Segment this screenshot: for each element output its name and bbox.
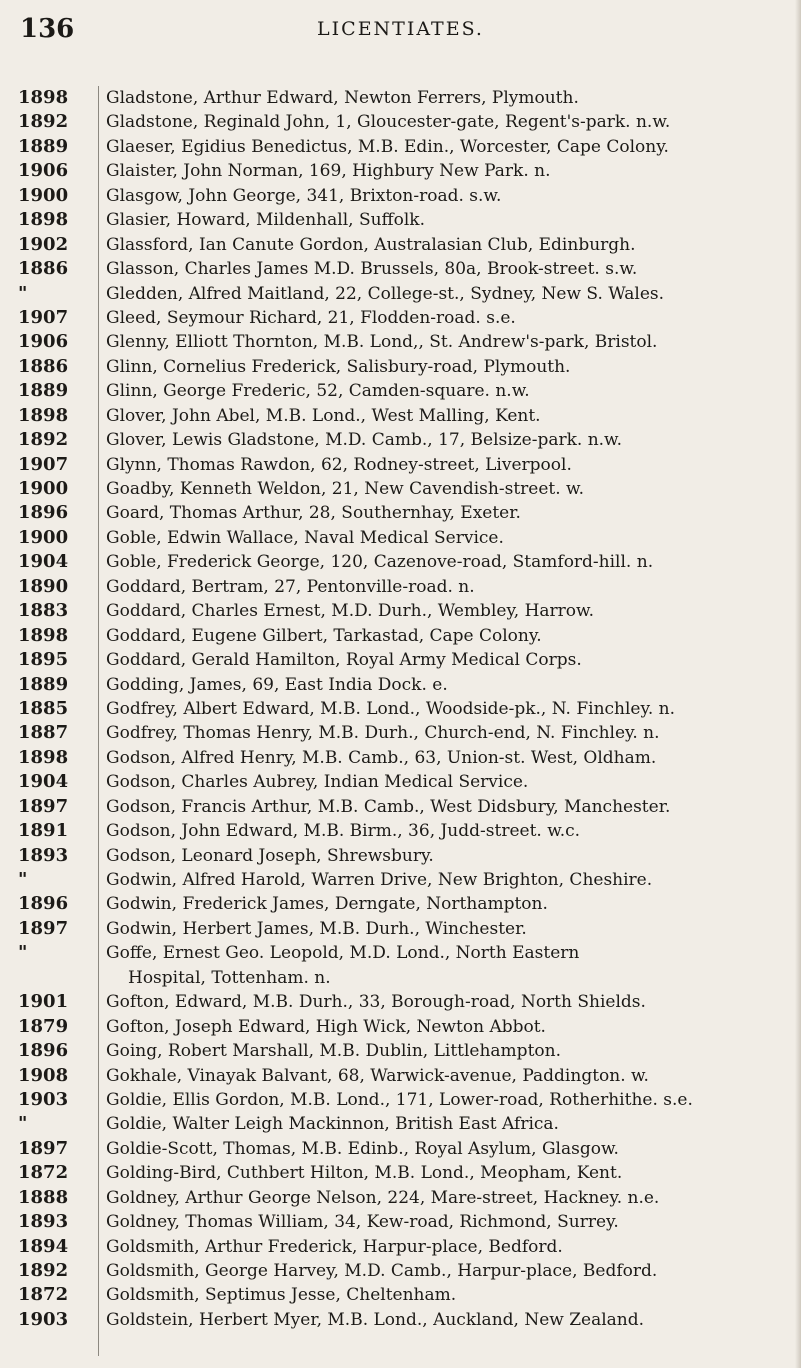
entry-main-line: Goddard, Charles Ernest, M.D. Durh., Wembley, Harrow. — [106, 601, 594, 622]
page-edge-shadow — [795, 0, 801, 1368]
entry-year: 1888 — [18, 1186, 69, 1208]
list-item — [0, 575, 801, 599]
list-item — [0, 990, 801, 1014]
entry-year: 1902 — [18, 233, 69, 255]
entry-main-line: Godfrey, Thomas Henry, M.B. Durh., Church-end, N. Finchley. n. — [106, 723, 660, 744]
list-item — [0, 941, 801, 990]
entry-year: 1908 — [18, 1064, 69, 1086]
entry-main-line: Godson, Alfred Henry, M.B. Camb., 63, Union-st. West, Oldham. — [106, 747, 657, 768]
entry-year: " — [18, 282, 28, 304]
entry-text — [106, 795, 790, 819]
entry-main-line: Goble, Edwin Wallace, Naval Medical Service. — [106, 527, 504, 548]
entry-text — [106, 941, 790, 990]
entry-text — [106, 721, 790, 745]
entry-year: 1892 — [18, 429, 69, 451]
entry-main-line: Goldsmith, George Harvey, M.D. Camb., Harpur-place, Bedford. — [106, 1261, 658, 1282]
list-item — [0, 1235, 801, 1259]
entry-main-line: Glasson, Charles James M.D. Brussels, 80a, Brook-street. s.w. — [106, 259, 638, 280]
entry-year: 1892 — [18, 111, 69, 133]
list-item — [0, 379, 801, 403]
entry-year: 1883 — [18, 600, 69, 622]
list-item — [0, 355, 801, 379]
list-item — [0, 697, 801, 721]
entry-main-line: Godwin, Herbert James, M.B. Durh., Winchester. — [106, 918, 527, 939]
entry-year: 1872 — [18, 1162, 69, 1184]
list-item — [0, 917, 801, 941]
entry-text — [106, 404, 790, 428]
entry-year: 1879 — [18, 1015, 69, 1037]
list-item — [0, 550, 801, 574]
entry-year: 1889 — [18, 135, 69, 157]
entry-main-line: Glinn, Cornelius Frederick, Salisbury-road, Plymouth. — [106, 356, 571, 377]
list-item — [0, 1210, 801, 1234]
entry-text — [106, 1088, 790, 1112]
list-item — [0, 746, 801, 770]
entry-text — [106, 819, 790, 843]
entry-year: 1872 — [18, 1284, 69, 1306]
list-item — [0, 404, 801, 428]
list-item — [0, 1259, 801, 1283]
entry-main-line: Godson, Charles Aubrey, Indian Medical Service. — [106, 772, 529, 793]
entry-text — [106, 330, 790, 354]
entry-year: 1897 — [18, 1137, 69, 1159]
entry-text — [106, 86, 790, 110]
list-item — [0, 86, 801, 110]
entry-text — [106, 746, 790, 770]
list-item — [0, 844, 801, 868]
entry-text — [106, 673, 790, 697]
entry-year: 1885 — [18, 697, 69, 719]
entry-year: 1893 — [18, 1211, 69, 1233]
entry-text — [106, 1015, 790, 1039]
entry-main-line: Gokhale, Vinayak Balvant, 68, Warwick-avenue, Paddington. w. — [106, 1065, 649, 1086]
entry-text — [106, 1210, 790, 1234]
entry-main-line: Godson, Leonard Joseph, Shrewsbury. — [106, 845, 434, 866]
entry-year: 1898 — [18, 404, 69, 426]
entry-year: 1898 — [18, 624, 69, 646]
entry-main-line: Goddard, Bertram, 27, Pentonville-road. n. — [106, 576, 475, 597]
entry-main-line: Glasier, Howard, Mildenhall, Suffolk. — [106, 210, 425, 231]
entry-text — [106, 233, 790, 257]
entry-main-line: Glover, John Abel, M.B. Lond., West Malling, Kent. — [106, 405, 541, 426]
entry-main-line: Goldney, Arthur George Nelson, 224, Mare-street, Hackney. n.e. — [106, 1187, 660, 1208]
list-item — [0, 110, 801, 134]
entry-year: 1887 — [18, 722, 69, 744]
list-item — [0, 428, 801, 452]
entry-main-line: Goard, Thomas Arthur, 28, Southernhay, Exeter. — [106, 503, 521, 524]
list-item — [0, 721, 801, 745]
list-item — [0, 282, 801, 306]
entry-text — [106, 306, 790, 330]
entry-year: 1896 — [18, 893, 69, 915]
entry-text — [106, 1064, 790, 1088]
list-item — [0, 184, 801, 208]
entry-main-line: Gleed, Seymour Richard, 21, Flodden-road. s.e. — [106, 307, 516, 328]
entry-year: " — [18, 942, 28, 964]
entry-text — [106, 1259, 790, 1283]
list-item — [0, 1015, 801, 1039]
entry-text — [106, 770, 790, 794]
entry-year: 1901 — [18, 991, 69, 1013]
entry-year: 1904 — [18, 551, 69, 573]
entry-year: 1886 — [18, 258, 69, 280]
list-item — [0, 1137, 801, 1161]
entry-year: 1892 — [18, 1260, 69, 1282]
list-item — [0, 159, 801, 183]
entry-year: 1903 — [18, 1308, 69, 1330]
entry-main-line: Goddard, Eugene Gilbert, Tarkastad, Cape Colony. — [106, 625, 542, 646]
list-item — [0, 624, 801, 648]
entry-year: 1898 — [18, 87, 69, 108]
entry-text — [106, 526, 790, 550]
entry-main-line: Goldie, Ellis Gordon, M.B. Lond., 171, Lower-road, Rotherhithe. s.e. — [106, 1089, 693, 1110]
list-item — [0, 599, 801, 623]
entry-main-line: Godson, John Edward, M.B. Birm., 36, Judd-street. w.c. — [106, 821, 581, 842]
entry-year: 1893 — [18, 844, 69, 866]
list-item — [0, 1283, 801, 1307]
entry-main-line: Goffe, Ernest Geo. Leopold, M.D. Lond., North Eastern — [106, 943, 580, 964]
list-item — [0, 892, 801, 916]
entry-text — [106, 868, 790, 892]
list-item — [0, 1088, 801, 1112]
list-item — [0, 1039, 801, 1063]
entry-year: 1891 — [18, 820, 69, 842]
list-item — [0, 1064, 801, 1088]
entry-text — [106, 1161, 790, 1185]
licentiate-list — [0, 86, 801, 1332]
entry-year: 1898 — [18, 209, 69, 231]
entry-text — [106, 1039, 790, 1063]
entry-text — [106, 208, 790, 232]
entry-year: 1894 — [18, 1235, 69, 1257]
entry-main-line: Gofton, Joseph Edward, High Wick, Newton Abbot. — [106, 1016, 546, 1037]
list-item — [0, 330, 801, 354]
entry-year: 1900 — [18, 478, 69, 499]
entry-text — [106, 159, 790, 183]
list-item — [0, 306, 801, 330]
entry-text — [106, 1112, 790, 1136]
list-item — [0, 673, 801, 697]
entry-main-line: Gofton, Edward, M.B. Durh., 33, Borough-road, North Shields. — [106, 992, 646, 1013]
entry-main-line: Glynn, Thomas Rawdon, 62, Rodney-street, Liverpool. — [106, 454, 572, 475]
entry-text — [106, 110, 790, 134]
entry-year: 1898 — [18, 746, 69, 768]
entry-year: 1897 — [18, 917, 69, 939]
entry-year: 1896 — [18, 502, 69, 524]
entry-text — [106, 1283, 790, 1307]
page-number: 136 — [20, 14, 75, 44]
list-item — [0, 770, 801, 794]
list-item — [0, 526, 801, 550]
entry-main-line: Gladstone, Reginald John, 1, Gloucester-gate, Regent's-park. n.w. — [106, 112, 671, 133]
entry-year: " — [18, 869, 28, 890]
running-head: LICENTIATES. — [317, 18, 484, 40]
entry-main-line: Glinn, George Frederic, 52, Camden-square. n.w. — [106, 381, 530, 402]
entry-year: 1895 — [18, 649, 69, 671]
entry-main-line: Godwin, Alfred Harold, Warren Drive, New Brighton, Cheshire. — [106, 870, 653, 890]
entry-year: 1903 — [18, 1088, 69, 1110]
entry-main-line: Glaister, John Norman, 169, Highbury New Park. n. — [106, 161, 551, 182]
entry-main-line: Godwin, Frederick James, Derngate, Northampton. — [106, 894, 548, 915]
entry-text — [106, 697, 790, 721]
entry-main-line: Glasgow, John George, 341, Brixton-road. s.w. — [106, 185, 502, 206]
entry-year: 1906 — [18, 331, 69, 353]
entry-main-line: Goldie-Scott, Thomas, M.B. Edinb., Royal Asylum, Glasgow. — [106, 1138, 619, 1159]
entry-main-line: Godding, James, 69, East India Dock. e. — [106, 674, 448, 695]
entry-main-line: Going, Robert Marshall, M.B. Dublin, Littlehampton. — [106, 1041, 561, 1062]
list-item — [0, 135, 801, 159]
entry-main-line: Gladstone, Arthur Edward, Newton Ferrers, Plymouth. — [106, 88, 579, 108]
entry-text — [106, 575, 790, 599]
entry-main-line: Glaeser, Egidius Benedictus, M.B. Edin., Worcester, Cape Colony. — [106, 136, 669, 157]
entry-continuation-line: Hospital, Tottenham. n. — [128, 967, 331, 988]
entry-main-line: Godson, Francis Arthur, M.B. Camb., West Didsbury, Manchester. — [106, 796, 671, 817]
list-item — [0, 648, 801, 672]
entry-year: 1896 — [18, 1040, 69, 1062]
entry-main-line: Golding-Bird, Cuthbert Hilton, M.B. Lond., Meopham, Kent. — [106, 1163, 623, 1184]
entry-text — [106, 355, 790, 379]
entry-text — [106, 501, 790, 525]
entry-text — [106, 379, 790, 403]
list-item — [0, 795, 801, 819]
list-item — [0, 1308, 801, 1332]
entry-year: 1900 — [18, 184, 69, 206]
entry-text — [106, 477, 790, 501]
entry-text — [106, 453, 790, 477]
list-item — [0, 1186, 801, 1210]
entry-main-line: Godfrey, Albert Edward, M.B. Lond., Woodside-pk., N. Finchley. n. — [106, 698, 675, 719]
list-item — [0, 477, 801, 501]
entry-main-line: Goble, Frederick George, 120, Cazenove-road, Stamford-hill. n. — [106, 552, 654, 573]
entry-year: 1897 — [18, 795, 69, 817]
entry-text — [106, 282, 790, 306]
entry-year: " — [18, 1113, 28, 1135]
entry-main-line: Goldie, Walter Leigh Mackinnon, British East Africa. — [106, 1114, 559, 1135]
entry-year: 1904 — [18, 771, 69, 793]
entry-text — [106, 599, 790, 623]
entry-main-line: Goldsmith, Arthur Frederick, Harpur-place, Bedford. — [106, 1236, 563, 1257]
entry-text — [106, 428, 790, 452]
entry-text — [106, 990, 790, 1014]
list-item — [0, 257, 801, 281]
list-item — [0, 453, 801, 477]
entry-main-line: Glover, Lewis Gladstone, M.D. Camb., 17, Belsize-park. n.w. — [106, 430, 622, 451]
entry-text — [106, 844, 790, 868]
entry-year: 1886 — [18, 355, 69, 377]
entry-text — [106, 1235, 790, 1259]
list-item — [0, 1161, 801, 1185]
entry-year: 1900 — [18, 526, 69, 548]
list-item — [0, 819, 801, 843]
entry-main-line: Glenny, Elliott Thornton, M.B. Lond,, St. Andrew's-park, Bristol. — [106, 332, 658, 353]
entry-main-line: Goldsmith, Septimus Jesse, Cheltenham. — [106, 1285, 457, 1306]
entry-text — [106, 550, 790, 574]
list-item — [0, 208, 801, 232]
entry-year: 1889 — [18, 673, 69, 695]
entry-main-line: Gledden, Alfred Maitland, 22, College-st., Sydney, New S. Wales. — [106, 283, 665, 304]
list-item — [0, 233, 801, 257]
entry-main-line: Glassford, Ian Canute Gordon, Australasian Club, Edinburgh. — [106, 234, 636, 255]
entry-text — [106, 1308, 790, 1332]
entry-text — [106, 624, 790, 648]
list-item — [0, 1112, 801, 1136]
entry-text — [106, 648, 790, 672]
entry-text — [106, 1137, 790, 1161]
entry-main-line: Goddard, Gerald Hamilton, Royal Army Medical Corps. — [106, 650, 582, 671]
entry-text — [106, 892, 790, 916]
entry-main-line: Goldney, Thomas William, 34, Kew-road, Richmond, Surrey. — [106, 1212, 619, 1233]
entry-main-line: Goldstein, Herbert Myer, M.B. Lond., Auckland, New Zealand. — [106, 1309, 645, 1330]
list-item — [0, 501, 801, 525]
entry-text — [106, 135, 790, 159]
entry-text — [106, 257, 790, 281]
page-header — [0, 14, 801, 54]
entry-text — [106, 184, 790, 208]
entry-main-line: Goadby, Kenneth Weldon, 21, New Cavendish-street. w. — [106, 479, 584, 499]
entry-year: 1907 — [18, 306, 69, 328]
entry-year: 1906 — [18, 160, 69, 182]
entry-year: 1907 — [18, 453, 69, 475]
entry-year: 1889 — [18, 380, 69, 402]
entry-text — [106, 917, 790, 941]
entry-text — [106, 1186, 790, 1210]
entry-year: 1890 — [18, 575, 69, 597]
list-item — [0, 868, 801, 892]
